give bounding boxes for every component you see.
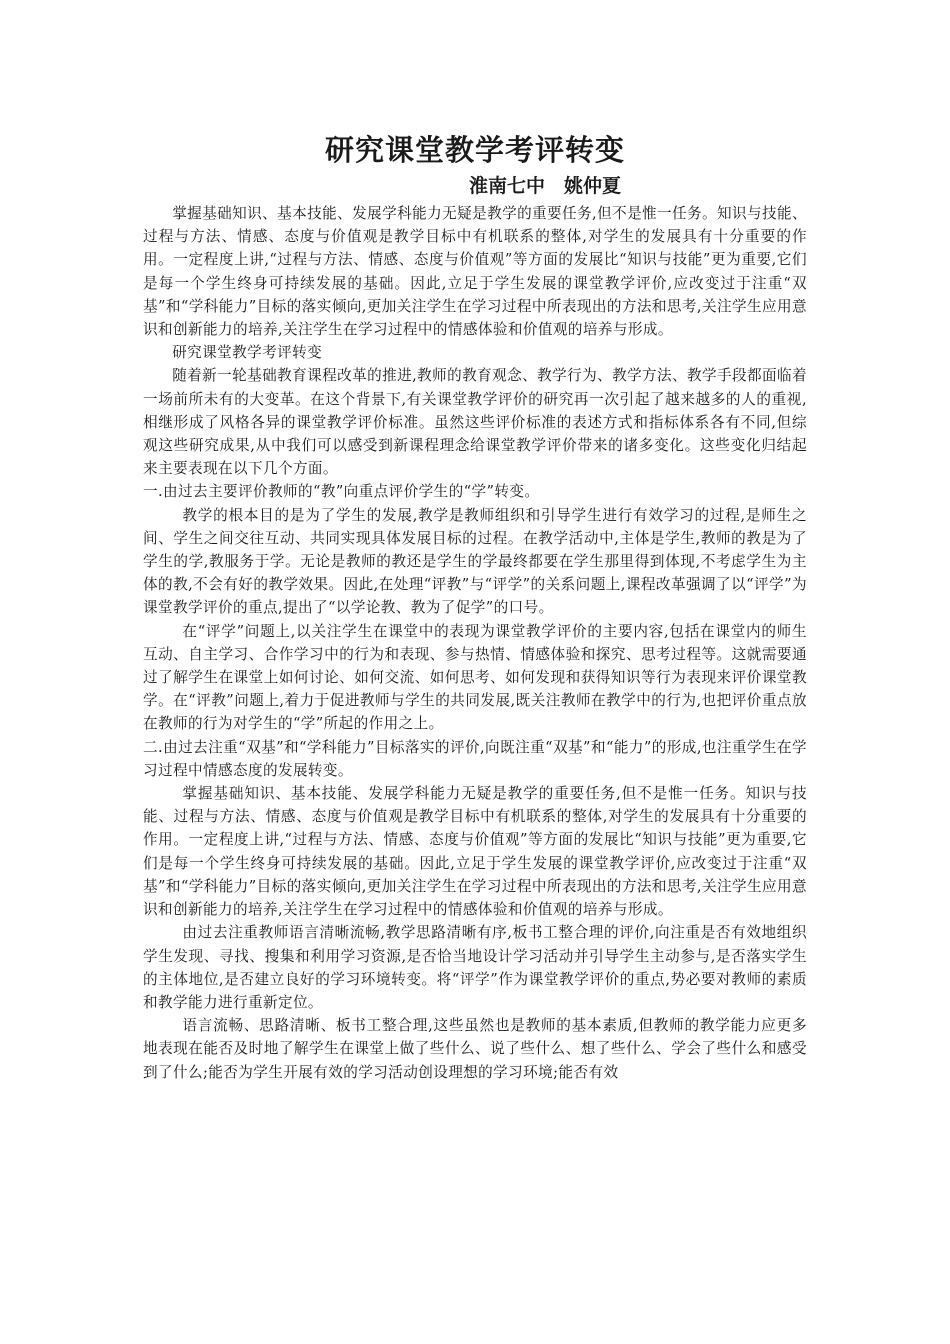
paragraph: 在“评学”问题上,以关注学生在课堂中的表现为课堂教学评价的主要内容,包括在课堂内的师生互动、自主学习、合作学习中的行为和表现、参与热情、情感体验和探究、思考过程等。这就需要通过了解学生在课堂上如何讨论、如何交流、如何思考、如何发现和获得知识等行为表现来评价课堂教学。在“评教”问题上,着力于促进教师与学生的共同发展,既关注教师在教学中的行为,也把评价重点放在教师的行为对学生的“学”所起的作用之上。 (143, 622, 807, 733)
paragraph: 随着新一轮基础教育课程改革的推进,教师的教育观念、教学行为、教学方法、教学手段都面临着一场前所未有的大变革。在这个背景下,有关课堂教学评价的研究再一次引起了越来越多的人的重视,相继形成了风格各异的课堂教学评价标准。虽然这些评价标准的表述方式和指标体系各有不同,但综观这些研究成果,从中我们可以感受到新课程理念给课堂教学评价带来的诸多变化。这些变化归结起来主要表现在以下几个方面。 (143, 367, 807, 478)
paragraph: 教学的根本目的是为了学生的发展,教学是教师组织和引导学生进行有效学习的过程,是师生之间、学生之间交往互动、共同实现具体发展目标的过程。在教学活动中,主体是学生,教师的教是为了学生的学,教服务于学。无论是教师的教还是学生的学最终都要在学生那里得到体现,不考虑学生为主体的教,不会有好的教学效果。因此,在处理“评教”与“评学”的关系问题上,课程改革强调了以“评学”为课堂教学评价的重点,提出了“以学论教、教为了促学”的口号。 (143, 506, 807, 617)
section-heading: 一.由过去主要评价教师的“教”向重点评价学生的“学”转变。 (143, 483, 540, 501)
document-page (143, 128, 807, 1084)
section-heading: 二.由过去注重“双基”和“学科能力”目标落实的评价,向既注重“双基”和“能力”的形成,也注重学生在学习过程中情感态度的发展转变。 (143, 738, 807, 779)
author-line: 淮南七中 姚仲夏 (469, 175, 622, 197)
document-body (143, 202, 807, 1084)
paragraph: 掌握基础知识、基本技能、发展学科能力无疑是教学的重要任务,但不是惟一任务。知识与技能、过程与方法、情感、态度与价值观是教学目标中有机联系的整体,对学生的发展具有十分重要的作用。一定程度上讲,“过程与方法、情感、态度与价值观”等方面的发展比“知识与技能”更为重要,它们是每一个学生终身可持续发展的基础。因此,立足于学生发展的课堂教学评价,应改变过于注重“双基”和“学科能力”目标的落实倾向,更加关注学生在学习过程中所表现出的方法和思考,关注学生应用意识和创新能力的培养,关注学生在学习过程中的情感体验和价值观的培养与形成。 (143, 205, 807, 339)
document-title: 研究课堂教学考评转变 (324, 133, 625, 167)
paragraph: 掌握基础知识、基本技能、发展学科能力无疑是教学的重要任务,但不是惟一任务。知识与技能、过程与方法、情感、态度与价值观是教学目标中有机联系的整体,对学生的发展具有十分重要的作用。一定程度上讲,“过程与方法、情感、态度与价值观”等方面的发展比“知识与技能”更为重要,它们是每一个学生终身可持续发展的基础。因此,立足于学生发展的课堂教学评价,应改变过于注重“双基”和“学科能力”目标的落实倾向,更加关注学生在学习过程中所表现出的方法和思考,关注学生应用意识和创新能力的培养,关注学生在学习过程中的情感体验和价值观的培养与形成。 (143, 785, 807, 919)
paragraph: 语言流畅、思路清晰、板书工整合理,这些虽然也是教师的基本素质,但教师的教学能力应更多地表现在能否及时地了解学生在课堂上做了些什么、说了些什么、想了些什么、学会了些什么和感受到了什么;能否为学生开展有效的学习活动创设理想的学习环境;能否有效 (143, 1017, 807, 1081)
paragraph: 由过去注重教师语言清晰流畅,教学思路清晰有序,板书工整合理的评价,向注重是否有效地组织学生发现、寻找、搜集和利用学习资源,是否恰当地设计学习活动并引导学生主动参与,是否落实学生的主体地位,是否建立良好的学习环境转变。将“评学”作为课堂教学评价的重点,势必要对教师的素质和教学能力进行重新定位。 (143, 924, 807, 1011)
section-heading: 研究课堂教学考评转变 (172, 344, 323, 362)
